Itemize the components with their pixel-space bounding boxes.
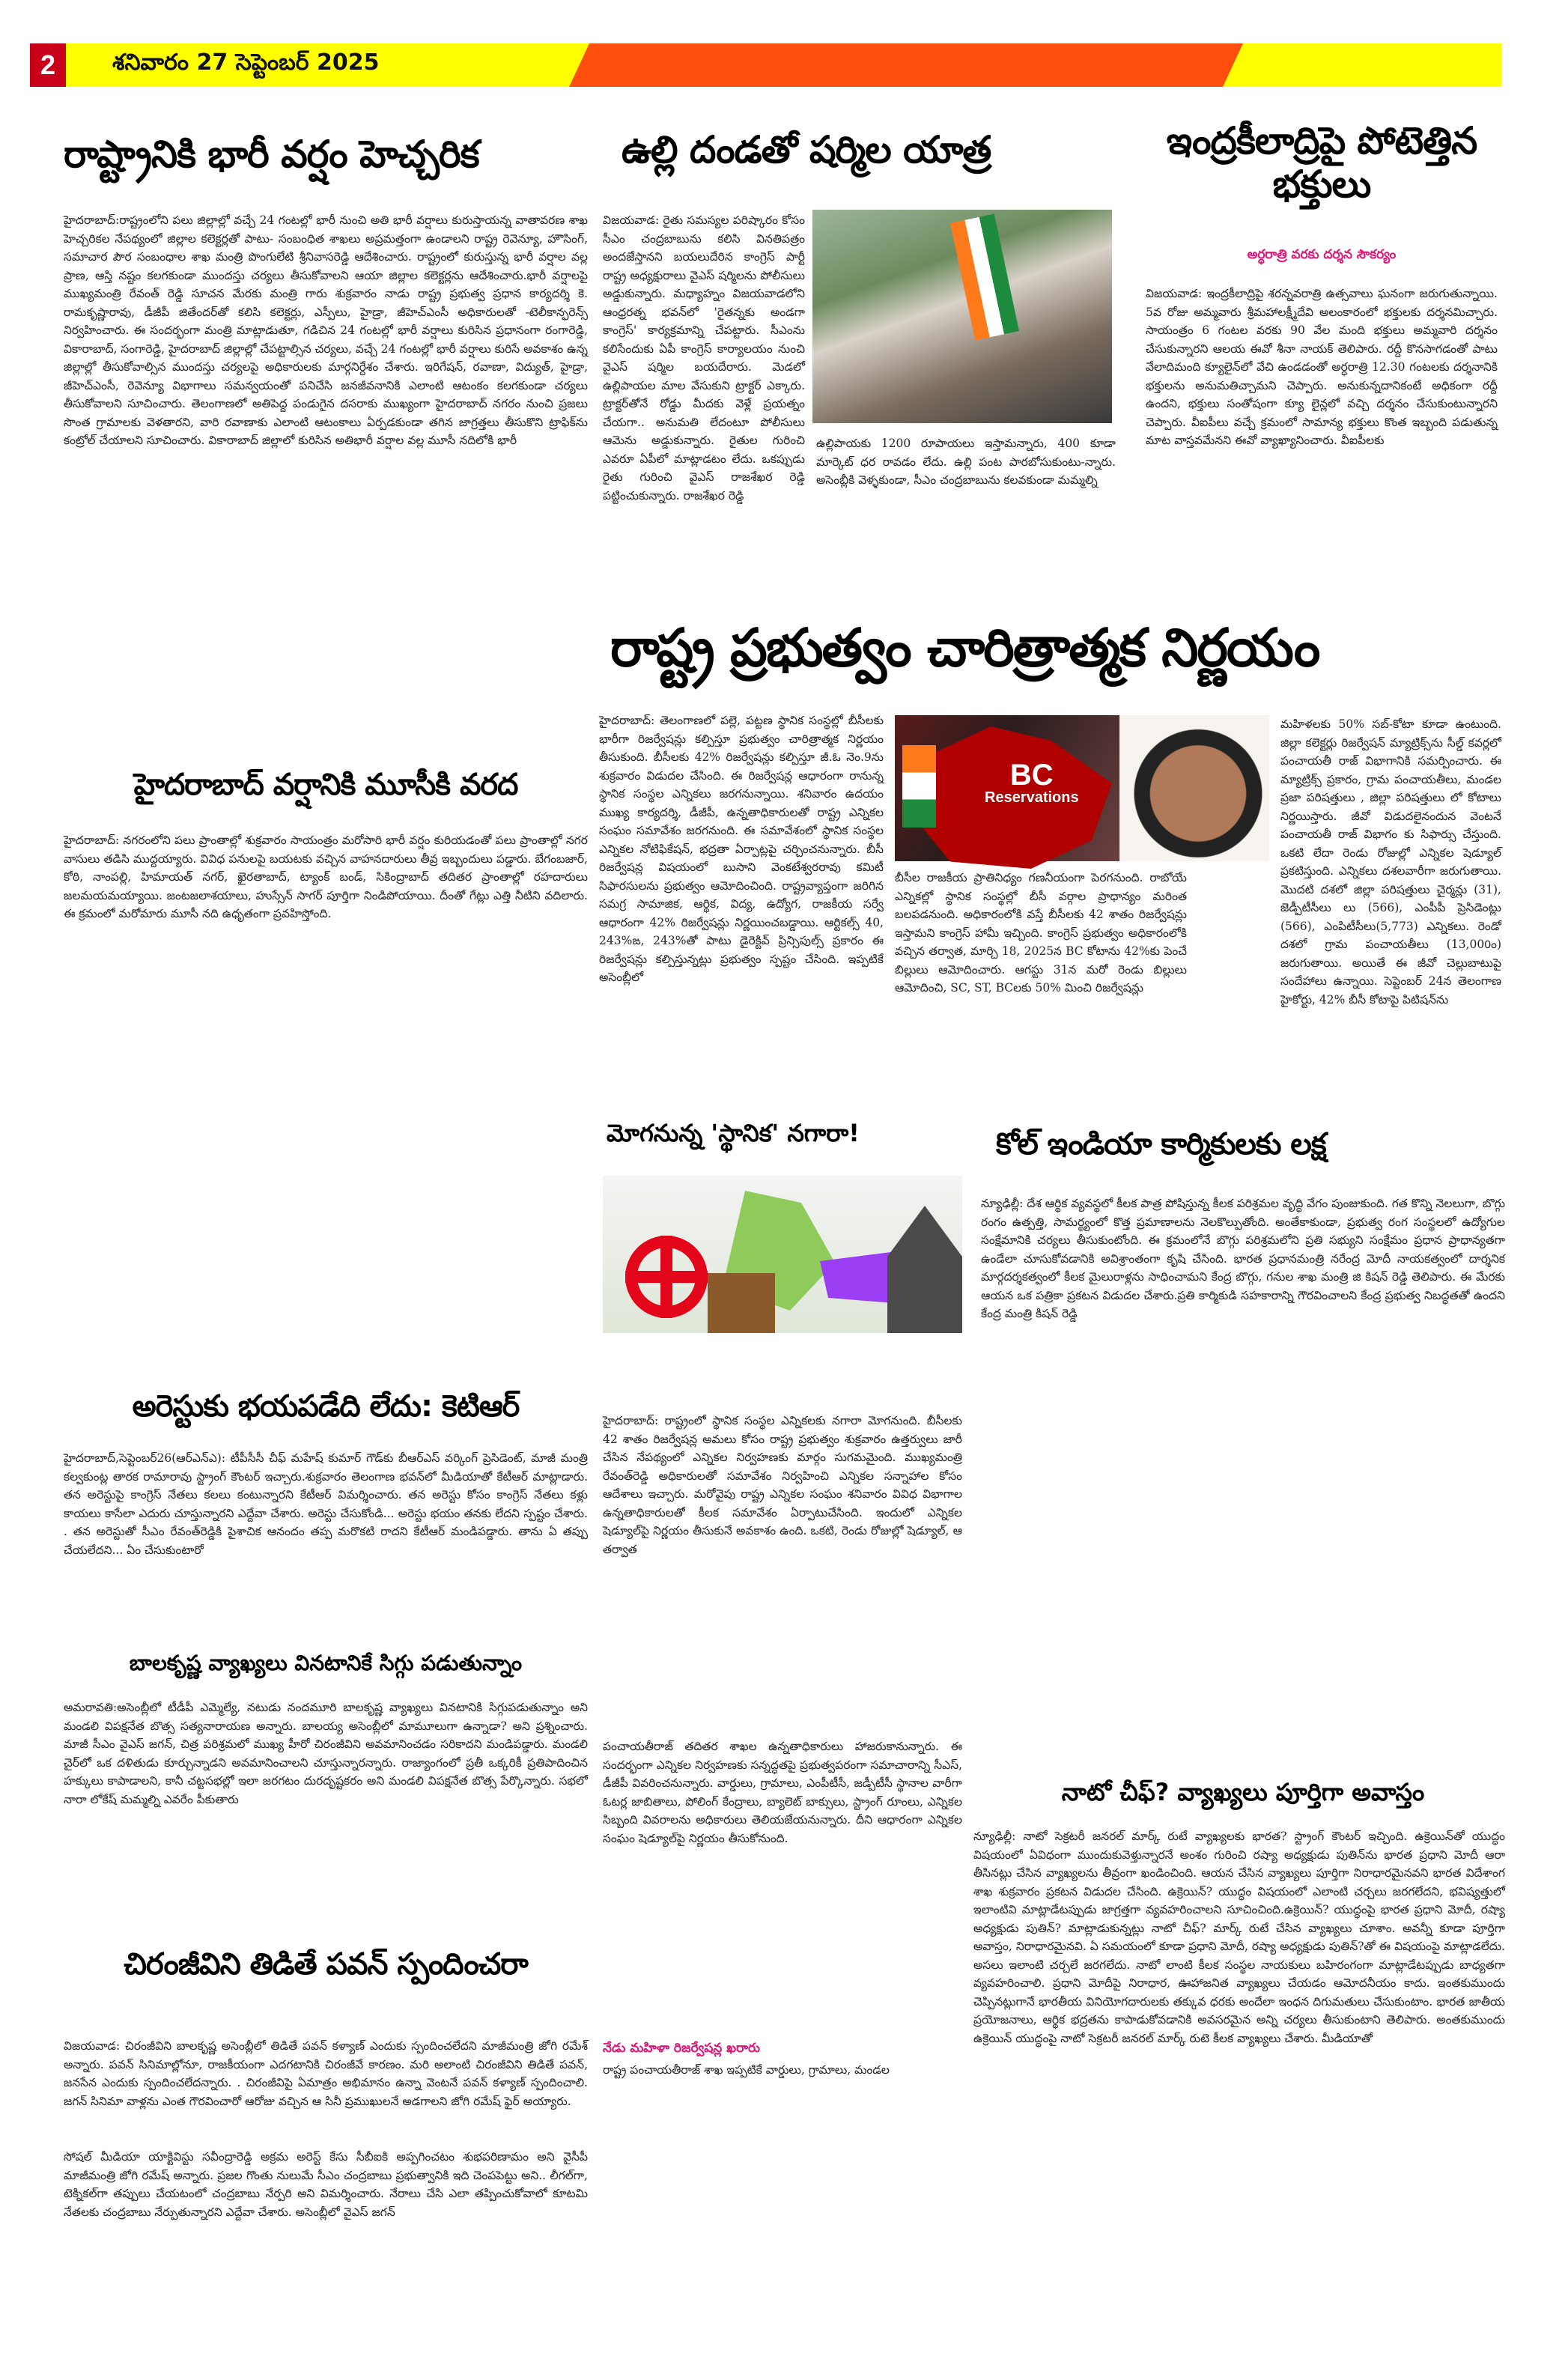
headline-chiranjeevi: చిరంజీవిని తిడితే పవన్ స్పందించరా bbox=[124, 1947, 528, 1982]
page-number: 2 bbox=[30, 43, 66, 87]
headline-balakrishna: బాలకృష్ణ వ్యాఖ్యలు వినటానికే సిగ్గు పడుతున్నాం bbox=[129, 1651, 523, 1675]
election-commission-map-image bbox=[603, 1176, 962, 1333]
headline-onion-yatra: ఉల్లి దండతో షర్మిల యాత్ర bbox=[622, 128, 991, 171]
photo-sharmila-protest bbox=[812, 210, 1112, 423]
cm-portrait bbox=[1119, 715, 1269, 861]
headline-rain-alert: రాష్ట్రానికి భారీ వర్షం హెచ్చరిక bbox=[64, 133, 479, 176]
headline-musi-flood: హైదరాబాద్ వర్షానికి మూసీకి వరద bbox=[133, 768, 518, 802]
article-onion-yatra-body-cont: ఉల్లిపాయకు 1200 రూపాయలు ఇస్తామన్నారు, 400 కూడా మార్కెట్ ధర రావడం లేదు. ఉల్లి పంట పారబోసుకుంటు-న్నారు. అసెంబ్లీకి వెళ్ళకుండా, సీఎం చంద్రబాబును కలవకుండా మమ్మల్ని bbox=[816, 437, 1116, 487]
article-indrakeeladri-body: విజయవాడ: ఇంద్రకీలాద్రిపై శరన్నవరాత్రి ఉత్సవాలు ఘనంగా జరుగుతున్నాయి. 5వ రోజు అమ్మవారు శ్రీమహాలక్ష్మీదేవి అలంకారంలో భక్తులకు దర్శనమిచ్చారు. సాయంత్రం 6 గంటల వరకు 90 వేల మంది భక్తులు అమ్మవారి దర్శనం చేసుకున్నారని ఆలయ ఈవో శీనా నాయక్ తెలిపారు. రద్దీ కొనసాగడంతో పాటు వేలాదిమంది క్యూలైన్‌లో వేచి ఉండడంతో అర్ధరాత్రి 12.30 గంటలకు దర్శనానికి భక్తులను అనుమతిచ్చామని చెప్పారు. అనుకున్నదానికంటే అధికంగా రద్దీ ఉందని, భక్తులు సంతోషంగా క్యూ లైన్లలో వచ్చి దర్శనం చేసుకుంటున్నారని చెప్పారు. వీఐపీలు వచ్చే క్రమంలో సామాన్య భక్తులు కొంత ఇబ్బంది పడుతున్న మాట వాస్తవమేనని ఈవో వ్యాఖ్యానించారు. వీఐపీలకు bbox=[1146, 287, 1498, 447]
article-chiranjeevi-body: విజయవాడ: చిరంజీవిని బాలకృష్ణ అసెంబ్లీలో తిడితే పవన్ కళ్యాణ్ ఎందుకు స్పందించలేదని మాజీమంత్రి జోగి రమేశ్ అన్నారు. పవన్ సినిమాల్లోనూ, రాజకీయంగా ఎదగటానికి చిరంజీవే కారణం. మరి అలాంటి చిరంజీవిని తిడితే పవన్, జనసేన ఎందుకు స్పందించలేదన్నారు. . చిరంజీవిపై ఏమాత్రం అభిమానం ఉన్నా వెంటనే పవన్ కళ్యాణ్ స్పందించాలి. జగన్ సినిమా వాళ్లను ఎంత గౌరవించారో ఆరోజు వచ్చిన ఆ సినీ ప్రముఖులనే అడగాలని జోగి రమేష్ ఫైర్ అయ్యారు. bbox=[64, 2039, 588, 2108]
article-ktr-body: హైదరాబాద్,సెప్టెంబర్26(ఆర్ఎన్ఎ): టీపీసీసీ చీఫ్ మహేష్ కుమార్ గౌడ్‌కు బీఆర్ఎస్ వర్కింగ్ ప్రెసిడెంట్, మాజీ మంత్రి కల్వకుంట్ల తారక రామారావు స్ట్రాంగ్ కౌంటర్ ఇచ్చారు.శుక్రవారం తెలంగాణ భవన్‌లో మీడియాతో కేటీఆర్ మాట్లాడారు. తన అరెస్టుపై కాంగ్రెస్ నేతలు కలలు కంటున్నారని కేటీఆర్ విమర్శించారు. తన అరెస్టు కోసం కాంగ్రెస్ నేతలు కళ్లు కాయలు కాసేలా ఎదురు చూస్తున్నారని ఎద్దేవా చేశారు. అరెస్టు చేసుకోండి... అరెస్టు భయం తనకు లేదని స్పష్టం చేశారు. . తన అరెస్టుతో సీఎం రేవంత్‌రెడ్డికి పైశాచిక ఆనందం తప్ప మరొకటి రాదని కేటీఆర్ మండిపడ్డారు. తాను ఏ తప్పు చేయలేదని... ఏం చేసుకుంటారో bbox=[64, 1451, 588, 1557]
subhead-women-reservations: నేడు మహిళా రిజర్వేషన్ల ఖరారు bbox=[603, 2041, 761, 2056]
article-bc-decision-col1: హైదరాబాద్: తెలంగాణలో పల్లె, పట్టణ స్థానిక సంస్థల్లో బీసీలకు భారీగా రిజర్వేషన్లు కల్పిస్తూ ప్రభుత్వం చారిత్రాత్మక నిర్ణయం తీసుకుంది. బీసీలకు 42% రిజర్వేషన్లు కల్పిస్తూ జీ.ఓ నెం.9ను శుక్రవారం విడుదల చేసింది. ఈ రిజర్వేషన్ల ఆధారంగా రానున్న స్థానిక సంస్థల ఎన్నికలు జరగనున్నాయి. శనివారం ఉదయం ముఖ్య కార్యదర్శి, డీజీపీ, ఉన్నతాధికారులతో రాష్ట్ర ఎన్నికల సంఘం సమావేశం జరగనుంది. ఈ సమావేశంలో స్థానిక సంస్థల ఎన్నికల నోటిఫికేషన్, భద్రతా ఏర్పాట్లపై చర్చించనున్నారు. బీసీ రిజర్వేషన్ల విషయంలో బుసాని వెంకటేశ్వరరావు కమిటీ సిఫారసులను ప్రభుత్వం ఆమోదించింది. రాష్ట్రవ్యాప్తంగా జరిగిన సమగ్ర సామాజిక, ఆర్థిక, విద్య, ఉద్యోగ, రాజకీయ సర్వే ఆధారంగా 42% రిజర్వేషన్లు నిర్ణయించబడ్డాయి. ఆర్టికల్స్ 40, 243%ఙ, 243%తో పాటు డైరెక్టివ్ ప్రిన్సిపుల్స్ ప్రకారం ఈ రిజర్వేషన్లు కల్పిస్తున్నట్లు ప్రభుత్వం స్పష్టం చేసింది. ఇప్పటికే అసెంబ్లీలో bbox=[599, 714, 884, 984]
article-bc-decision-col3: మహిళలకు 50% సబ్-కోటా కూడా ఉంటుంది. జిల్లా కలెక్టర్లు రిజర్వేషన్ మ్యాట్రిక్స్‌ను సీల్డ్ కవర్లలో పంచాయతీ రాజ్ విభాగానికి సమర్పించారు. ఈ మ్యాట్రిక్స్ ప్రకారం, గ్రామ పంచాయతీలు, మండల ప్రజా పరిషత్తులు , జిల్లా పరిషత్తులు లో కోటాలు నిర్ణయిస్తారు. జీవో విడుదలైనందున వెంటనే పంచాయతీ రాజ్ విభాగం కు సిఫార్సు చేస్తుంది. ఒకటి లేదా రెండు రోజుల్లో ఎన్నికల షెడ్యూల్ ప్రకటిస్తుంది. ఎన్నికలు దశలవారీగా జరుగుతాయి. మొదటి దశలో జిల్లా పరిషత్తులు చైర్మన్లు (31), జెడ్పీటీసీలు లు (566), ఎంపీపీ ప్రెసిడెంట్లు (566), ఎంపిటీసీలు(5,773) ఎన్నికలు. రెండో దశలో గ్రామ పంచాయతీలు (13,000ం) జరుగుతాయి. అయితే ఈ జీవో చెల్లుబాటుపై సందేహాలు ఉన్నాయి. సెప్టెంబర్ 24న తెలంగాణ హైకోర్టు, 42% బీసీ కోటాపై పిటిషన్‌ను bbox=[1280, 717, 1501, 1007]
headline-indrakeeladri: ఇంద్రకీలాద్రిపై పోటెత్తిన భక్తులు bbox=[1166, 119, 1477, 206]
headline-coal-india: కోల్ ఇండియా కార్మికులకు లక్ష bbox=[996, 1127, 1326, 1162]
bc-reservations-image bbox=[895, 715, 1119, 861]
headline-sthanika: మోగనున్న 'స్థానిక' నగారా! bbox=[607, 1119, 860, 1147]
article-sthanika-body-cont: పంచాయతీరాజ్ తదితర శాఖల ఉన్నతాధికారులు హాజరుకానున్నారు. ఈ సందర్భంగా ఎన్నికల నిర్వహణకు సన్నద్ధతపై ప్రభుత్వపరంగా సమాచారాన్ని సీఎస్, డీజీపీ వివరించనున్నారు. వార్డులు, గ్రామాలు, ఎంపీటీసీ, జడ్పీటీసీ స్థానాల వారీగా ఓటర్ల జాబితాలు, పోలింగ్ కేంద్రాలు, బ్యాలెట్ బాక్సులు, స్ట్రాంగ్ రూంలు, ఎన్నికల సిబ్బంది వివరాలను అధికారులు తెలియజేయనున్నారు. దీని ఆధారంగా ఎన్నికల సంఘం షెడ్యూల్‌పై నిర్ణయం తీసుకోనుంది. bbox=[603, 1740, 962, 1845]
article-nato-body: న్యూఢిల్లీ: నాటో సెక్రటరీ జనరల్ మార్క్ రుటే వ్యాఖ్యలకు భారత? స్ట్రాంగ్ కౌంటర్ ఇచ్చింది. ఉక్రెయిన్‌తో యుద్ధం విషయంలో ఏవిధంగా ముందుకువెళ్తున్నారనే అంశం గురించి రష్యా అధ్యక్షుడు పుతిన్‌ను భారత ప్రధాని మోదీ ఆరా తీసినట్లు చేసిన వ్యాఖ్యలను తీవ్రంగా ఖండించింది. ఆయన చేసిన వ్యాఖ్యలు పూర్తిగా నిరాధారమైనవని భారత విదేశాంగ శాఖ శుక్రవారం ప్రకటన విడుదల చేసింది. ఉక్రెయిన్? యుద్ధం విషయంలో ఎలాంటి చర్చలు జరగలేదని, భవిష్యత్తులో ఇలాంటివి మాట్లాడేటప్పుడు జాగ్రత్తగా వ్యవహరించాలని సూచించింది.ఉక్రెయిన్? యుద్ధంపై భారత ప్రధాని మోదీ, రష్యా అధ్యక్షుడు పుతిన్? మాట్లాడుకున్నట్లు నాటో చీఫ్? మార్క్ రుటే చేసిన వ్యాఖ్యలు చూశాం. అవన్నీ కూడా పూర్తిగా అవాస్తం, నిరాధారమైనవి. ఏ సమయంలో కూడా ప్రధాని మోదీ, రష్యా అధ్యక్షుడు పుతిన్?తో ఈ విషయంపై మాట్లాడలేదు. అసలు ఇలాంటి చర్చలే జరగలేదు. నాటో లాంటి కీలక సంస్థల నాయకులు బహిరంగంగా మాట్లాడేటప్పుడు బాధ్యతగా వ్యవహరించాలి. ప్రధాని మోదీపై నిరాధార, ఊహాజనిత వ్యాఖ్యలు చేయడం ఆమోదనీయం కాదు. ఇంతకుముందు చెప్పినట్లుగానే భారతీయ వినియోగదారులకు తక్కువ ధరకు అందేలా ఇంధన దిగుమతులు చేసుకుంటాం. భారత జాతీయ ప్రయోజనాలు, ఆర్థిక భద్రతను కాపాడుకోవడానికి అవసరమైన అన్ని చర్యలు తీసుకుంటాని తెలిపారు. అంతకుముందు ఉక్రెయిన్ యుద్ధంపై నాటో సెక్రటరీ జనరల్ మార్క్ రుటె కీలక వ్యాఖ్యలు చేశారు. మీడియాతో bbox=[973, 1830, 1505, 2045]
article-musi-flood-body: హైదరాబాద్: నగరంలోని పలు ప్రాంతాల్లో శుక్రవారం సాయంత్రం మరోసారి భారీ వర్షం కురియడంతో పలు ప్రాంతాల్లో నగర వాసులు తడిసి ముద్దయ్యారు. వివిధ పనులపై బయటకు వచ్చిన వాహనదారులు తీవ్ర ఇబ్బందులు పడ్డారు. బేగంబజార్, కోఠి, నాంపల్లి, హిమాయత్ నగర్, ఖైరతాబాద్, ట్యాంక్ బండ్, సికింద్రాబాద్ తదితర ప్రాంతాల్లో రహదారులు జలమయమయ్యాయి. జంటజలాశయాలు, హుస్సేన్ సాగర్ పూర్తిగా నిండిపోయాయి. దీంతో గేట్లు ఎత్తి నీటిని వదిలారు. ఈ క్రమంలో మరోమారు మూసీ నది ఉధృతంగా ప్రవహిస్తోంది. bbox=[64, 834, 588, 920]
article-sthanika-body: హైదరాబాద్: రాష్ట్రంలో స్థానిక సంస్థల ఎన్నికలకు నగారా మోగనుంది. బీసీలకు 42 శాతం రిజర్వేషన్ల అమలు కోసం రాష్ట్ర ప్రభుత్వం శుక్రవారం ఉత్తర్వులు జారీ చేసిన నేపథ్యంలో ఎన్నికల నిర్వహణకు మార్గం సుగమమైంది. ముఖ్యమంత్రి రేవంత్‌రెడ్డి అధికారులతో సమావేశం నిర్వహించి ఎన్నికల సన్నాహాల కోసం ఆదేశాలు ఇచ్చారు. మరోవైపు రాష్ట్ర ఎన్నికల సంఘం శనివారం వివిధ విభాగాల ఉన్నతాధికారులతో కీలక సమావేశం ఏర్పాటుచేసింది. ఇందులో ఎన్నికల షెడ్యూల్‌పై నిర్ణయం తీసుకునే అవకాశం ఉంది. ఒకటి, రెండు రోజుల్లో షెడ్యూల్, ఆ తర్వాత bbox=[603, 1414, 962, 1556]
article-sthanika-body-end: రాష్ట్ర పంచాయతీరాజ్ శాఖ ఇప్పటికే వార్డులు, గ్రామాలు, మండల bbox=[603, 2063, 890, 2077]
article-rain-alert-body: హైదరాబాద్:రాష్ట్రంలోని పలు జిల్లాల్లో వచ్చే 24 గంటల్లో భారీ నుంచి అతి భారీ వర్షాలు కురుస్తాయన్న వాతావరణ శాఖ హెచ్చరికల నేపథ్యంలో జిల్లాల కలెక్టర్లతో పాటు- సంబంధిత శాఖలు అప్రమత్తంగా ఉండాలని రాష్ట్ర రెవెన్యూ, హౌసింగ్, సమాచార పౌర సంబంధాల శాఖ మంత్రి పొంగులేటి శ్రీనివాసరెడ్డి ఆదేశించారు. రాష్ట్రంలో కురుస్తున్న భారీ వర్షాల వల్ల ప్రాణ, ఆస్తి నష్టం కలగకుండా ముందస్తు చర్యలు తీసుకోవాలని ఆయా జిల్లాల కలెక్టర్లను ఆదేశించారు.భారీ వర్షాలపై ముఖ్యమంత్రి రేవంత్ రెడ్డి సూచన మేరకు మంత్రి గారు శుక్రవారం నాడు రాష్ట్ర ప్రభుత్వ ప్రధాన కార్యదర్శి కె. రామకృష్ణారావు, డీజీపీ జితేందర్‌తో కలిసి కలెక్టర్లు, ఎస్పీలు, హైడ్రా, జీహెచ్ఎంసీ అధికారులతో -టెలీకాన్ఫరెన్స్ నిర్వహించారు. ఈ సందర్భంగా మంత్రి మాట్లాడుతూ, గడిచిన 24 గంటల్లో భారీ వర్షాలు కురిసిన ప్రధానంగా రంగారెడ్డి, వికారాబాద్, సంగారెడ్డి, హైదరాబాద్ జిల్లాల్లో చేపట్టాల్సిన చర్యలు, వచ్చే 24 గంటల్లో భారీ వర్షాలు కురిసే అవకాశం ఉన్న జిల్లాల్లో తీసుకోవాల్సిన ముందస్తు చర్యలపై అధికారులకు మార్గనిర్దేశం చేశారు. ఇరిగేషన్, రవాణా, విద్యుత్, హైడ్రా, జీహెచ్ఎంసీ, రెవెన్యూ విభాగాలు సమన్వయంతో పనిచేసి జనజీవనానికి ఎలాంటి ఆటంకం కలగకుండా చర్యలు తీసుకోవాలని సూచించారు. తెలంగాణలో అతిపెద్ద పండుగైన దసరాకు ముఖ్యంగా హైదరాబాద్ నగరం నుంచి ప్రజలు సొంత గ్రామాలకు వెళతారని, వారి రవాణాకు ఎలాంటి ఆటంకాలు ఏర్పడకుండా తగిన జాగ్రత్తలు తీసుకొని ట్రాఫిక్‌ను కంట్రోల్ చేయాలని సూచించారు. వికారాబాద్ జిల్లాలో కురిసిన అతిభారీ వర్షాల వల్ల మూసీ నదిలోకి భారీ bbox=[64, 213, 588, 447]
article-onion-yatra-body: విజయవాడ: రైతు సమస్యల పరిష్కారం కోసం సీఎం చంద్రబాబును కలిసి వినతిపత్రం అందజేస్తానని బయలుదేరిన కాంగ్రెస్ పార్టీ రాష్ట్ర అధ్యక్షురాలు వైఎస్ షర్మిలను పోలీసులు అడ్డుకున్నారు. మధ్యాహ్నం విజయవాడలోని ఆంధ్రరత్న భవన్‌లో 'రైతన్నకు అండగా కాంగ్రెస్' కార్యక్రమాన్ని చేపట్టారు. సీఎంను కలిసేందుకు ఏపీ కాంగ్రెస్ కార్యాలయం నుంచి వైఎస్ షర్మిల బయదేరారు. మెడలో ఉల్లిపాయల మాల వేసుకుని ట్రాక్టర్ ఎక్కారు. ట్రాక్టర్‌తోనే రోడ్డు మీదకు వెళ్లే ప్రయత్నం చేయగా.. అనుమతి లేదంటూ పోలీసులు ఆమెను అడ్డుకున్నారు. రైతుల గురించి ఎవరూ ఏపీలో మాట్లాడటం లేదు. ఒకప్పుడు రైతు గురించి వైఎస్ రాజశేఖర రెడ్డి పట్టించుకున్నారు. రాజశేఖర రెడ్డి bbox=[603, 213, 805, 503]
article-coal-india-body: న్యూఢిల్లీ: దేశ ఆర్థిక వ్యవస్థలో కీలక పాత్ర పోషిస్తున్న కీలక పరిశ్రమల వృద్ధి వేగం పుంజుకుంది. గత కొన్ని నెలలుగా, బొగ్గు రంగం ఉత్పత్తి, సామర్థ్యంలో కొత్త ప్రమాణాలను నెలకొల్పుతోంది. అంతేకాకుండా, ప్రభుత్వ రంగ సంస్థలలో ఉద్యోగుల సంక్షేమానికి చర్యలు తీసుకుంటోంది. ఈ క్రమంలోనే బొగ్గు పరిశ్రమలోని ప్రతి సభ్యుని సంక్షేమం ప్రధాన ప్రాధాన్యతగా ఉండేలా చూసుకోవడానికి అవిశ్రాంతంగా కృషి చేసింది. భారత ప్రధానమంత్రి నరేంద్ర మోదీ నాయకత్వంలో దార్శనిక మార్గదర్శకత్వంలో కీలక మైలురాళ్లను సాధించామని కేంద్ర బొగ్గు, గనుల శాఖ మంత్రి జి కిషన్ రెడ్డి తెలిపారు. ఈ మేరకు ఆయన ఒక పత్రికా ప్రకటన విడుదల చేశారు.ప్రతి కార్మికుడి సహకారాన్ని గౌరవించాలని కేంద్ర ప్రభుత్వ నిబద్ధతతో ఉందని కేంద్ర మంత్రి కిషన్ రెడ్డి bbox=[981, 1197, 1505, 1320]
headline-bc-decision: రాష్ట్ర ప్రభుత్వం చారిత్రాత్మక నిర్ణయం bbox=[610, 617, 1319, 678]
article-bc-decision-col2: బీసీల రాజకీయ ప్రాతినిధ్యం గణనీయంగా పెరగనుంది. రాబోయే ఎన్నికల్లో స్థానిక సంస్థల్లో బీసీ వర్గాల ప్రాధాన్యం మరింత బలపడనుంది. అధికారంలోకి వస్తే బీసీలకు 42 శాతం రిజర్వేషన్లు ఇస్తామని కాంగ్రెస్ హామీ ఇచ్చింది. కాంగ్రెస్ ప్రభుత్వం అధికారంలోకి వచ్చిన తర్వాత, మార్చి 18, 2025న BC కోటాను 42%కు పెంచే బిల్లులు ఆమోదించారు. ఆగస్టు 31న మరో రెండు బిల్లులు ఆమోదించి, SC, ST, BCలకు 50% మించి రిజర్వేషన్లు bbox=[895, 871, 1187, 995]
headline-ktr: అరెస్టుకు భయపడేది లేదు: కెటిఆర్ bbox=[132, 1389, 520, 1424]
bc-image-caption: BC Reservations bbox=[985, 759, 1079, 806]
headline-nato: నాటో చీఫ్? వ్యాఖ్యలు పూర్తిగా అవాస్తం bbox=[1061, 1778, 1425, 1806]
election-symbol-icon bbox=[625, 1236, 708, 1318]
article-chiranjeevi-body-cont: సోషల్ మీడియా యాక్టివిస్టు సవీంద్రారెడ్డి అక్రమ అరెస్ట్ కేసు సీబీఐకి అప్పగించటం శుభపరిణామం అని వైసీపీ మాజీమంత్రి జోగి రమేష్ అన్నారు. ప్రజల గొంతు నులుమే సీఎం చంద్రబాబు ప్రభుత్వానికి ఇది చెంపపెట్టు అని.. లీగల్‌గా, టెక్నికల్‌గా తప్పులు చేయటంలో చంద్రబాబు నేర్పరి అని విమర్శించారు. నేరాలు చేసి ఎలా తప్పించుకోవాలో కూటమి నేతలకు చంద్రబాబు నేర్పుతున్నారని ఎద్దేవా చేశారు. అసెంబ్లీలో వైఎస్ జగన్ bbox=[64, 2150, 588, 2219]
masthead-accent bbox=[569, 43, 1243, 87]
issue-date: శనివారం 27 సెప్టెంబర్ 2025 bbox=[112, 49, 380, 76]
subhead-indrakeeladri: అర్ధరాత్రి వరకు దర్శన సౌకర్యం bbox=[1247, 247, 1397, 262]
masthead-band bbox=[30, 43, 1501, 87]
article-balakrishna-body: అమరావతి:అసెంబ్లీలో టీడీపీ ఎమ్మెల్యే, నటుడు నందమూరి బాలకృష్ణ వ్యాఖ్యలు వినటానికి సిగ్గుపడుతున్నాం అని మండలి విపక్షనేత బొత్స సత్యనారాయణ అన్నారు. బాలయ్య అసెంబ్లీలో మామూలుగా ఉన్నాడా? అని ప్రశ్నించారు. మాజీ సీఎం వైఎస్ జగన్, చిత్ర పరిశ్రమలో ముఖ్య హీరో చిరంజీవిని అవమానించడం సరికాదని మండిపడ్డారు. మండలి చైర్‌లో ఒక దళితుడు కూర్చున్నాడని అవమానించాలని చూస్తున్నారన్నారు. రాజ్యాంగంలో ప్రతీ ఒక్కరికీ ప్రతిపాదించిన హక్కులు కాపాడాలని, కానీ చట్టసభల్లో ఇలా జరగటం దురదృష్టకరం అని మండలి విపక్షనేత బొత్స పేర్కొన్నారు. సభలో నారా లోకేష్ మమ్మల్ని ఎవరేం పీకుతారు bbox=[64, 1701, 588, 1806]
